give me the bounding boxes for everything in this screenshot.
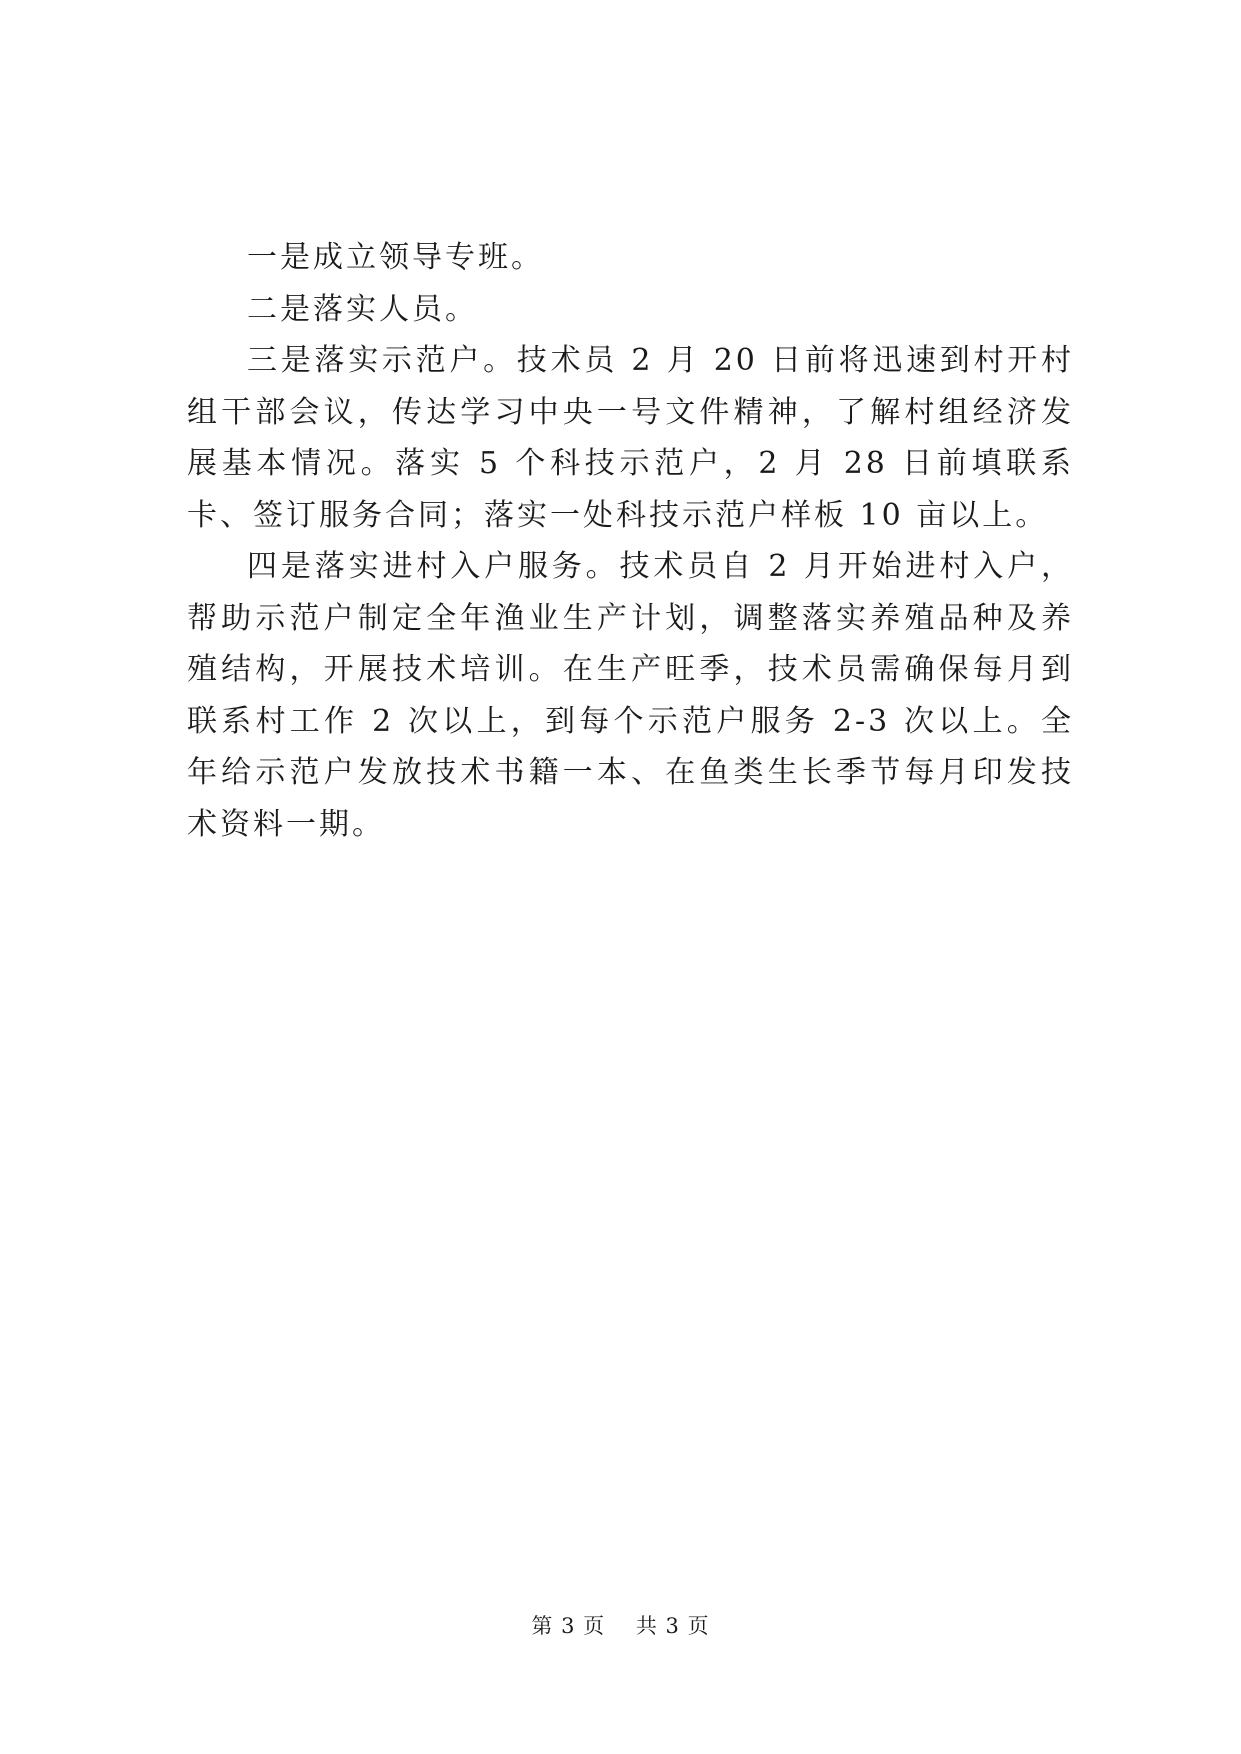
paragraph-1: 一是成立领导专班。 bbox=[247, 240, 544, 275]
page-footer bbox=[0, 1610, 1241, 1640]
paragraph-4: 四是落实进村入户服务。技术员自 2 月开始进村入户，帮助示范户制定全年渔业生产计划，调整落实养殖品种及养殖结构，开展技术培训。在生产旺季，技术员需确保每月到联系村工作 2 次以上，到每个示范户服务 2-3 次以上。全年给示范户发放技术书籍一本、在鱼类生长季节每月印发技术资料一期。 bbox=[187, 549, 1074, 842]
paragraph-3: 三是落实示范户。技术员 2 月 20 日前将迅速到村开村组干部会议，传达学习中央一号文件精神，了解村组经济发展基本情况。落实 5 个科技示范户，2 月 28 日前填联系卡、签订服务合同；落实一处科技示范户样板 10 亩以上。 bbox=[187, 343, 1074, 533]
page-number: 第 3 页 bbox=[531, 1614, 606, 1638]
page-total: 共 3 页 bbox=[635, 1614, 710, 1638]
paragraph-2: 二是落实人员。 bbox=[247, 291, 478, 327]
document-body bbox=[187, 232, 1074, 850]
